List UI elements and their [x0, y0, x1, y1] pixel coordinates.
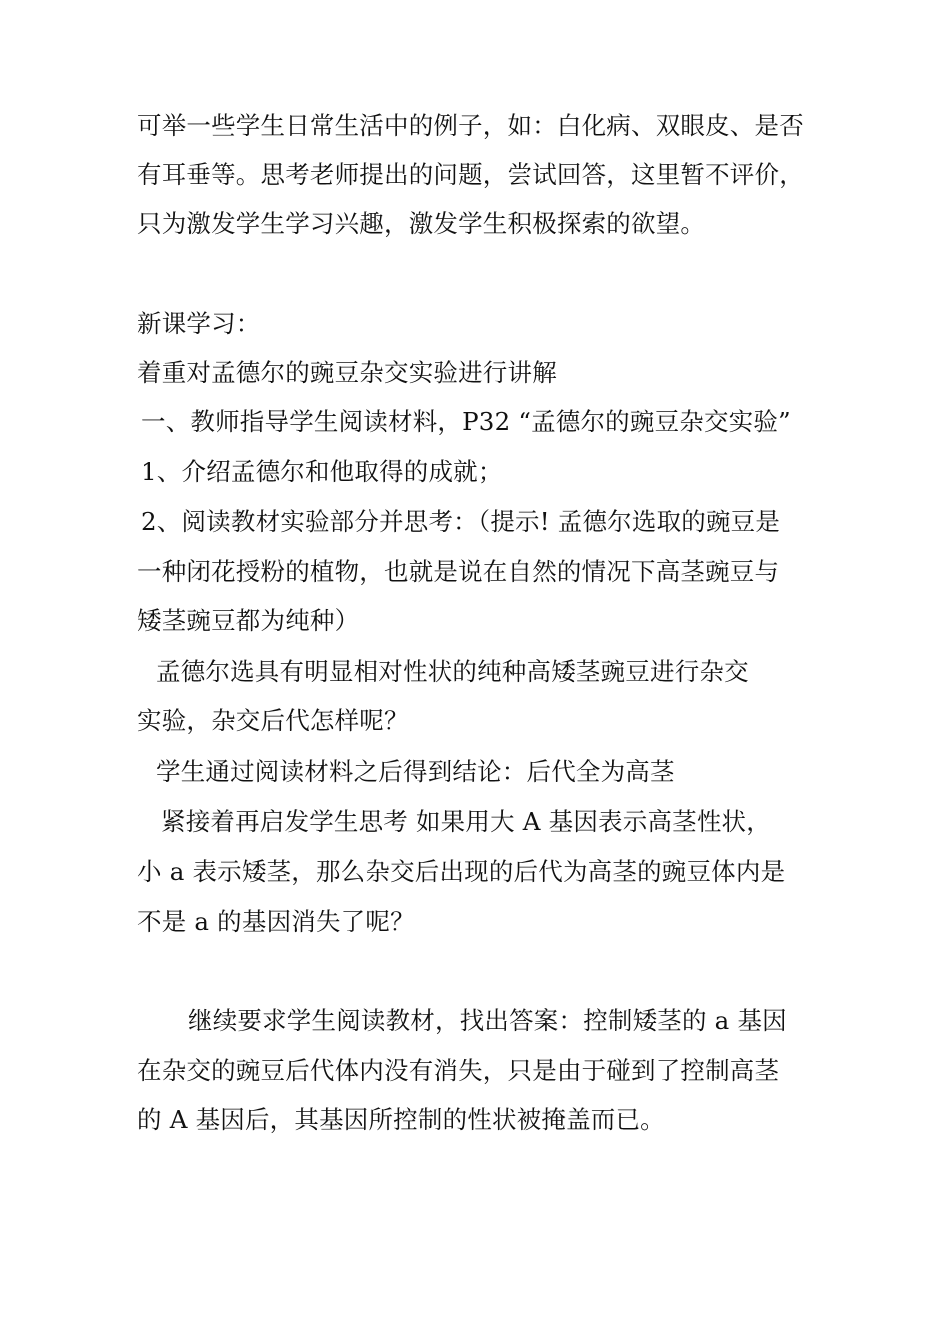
- answer-line: 继续要求学生阅读教材，找出答案：控制矮茎的 a 基因: [188, 1006, 787, 1035]
- followup-line: 不是 a 的基因消失了呢？: [137, 907, 415, 936]
- list-item-2-line: 一种闭花授粉的植物，也就是说在自然的情况下高茎豌豆与: [137, 557, 780, 586]
- question-line: 实验，杂交后代怎样呢？: [137, 706, 409, 735]
- answer-line: 的 A 基因后，其基因所控制的性状被掩盖而已。: [137, 1105, 665, 1134]
- paragraph-line: 有耳垂等。思考老师提出的问题，尝试回答，这里暂不评价，: [137, 160, 804, 189]
- followup-line: 紧接着再启发学生思考 如果用大 A 基因表示高茎性状，: [161, 807, 771, 836]
- list-item-2-line: 矮茎豌豆都为纯种）: [137, 606, 360, 635]
- list-item-2-line: 2、阅读教材实验部分并思考：（提示! 孟德尔选取的豌豆是: [141, 507, 781, 536]
- followup-line: 小 a 表示矮茎，那么杂交后出现的后代为高茎的豌豆体内是: [137, 857, 786, 886]
- question-line: 孟德尔选具有明显相对性状的纯种高矮茎豌豆进行杂交: [156, 657, 749, 686]
- paragraph-line: 只为激发学生学习兴趣，激发学生积极探索的欲望。: [137, 209, 706, 238]
- step-one-line: 一、教师指导学生阅读材料，P32 “孟德尔的豌豆杂交实验”: [141, 407, 791, 436]
- list-item-1: 1、介绍孟德尔和他取得的成就；: [141, 457, 503, 486]
- answer-line: 在杂交的豌豆后代体内没有消失，只是由于碰到了控制高茎: [137, 1056, 780, 1085]
- focus-line: 着重对孟德尔的豌豆杂交实验进行讲解: [137, 358, 557, 387]
- conclusion-line: 学生通过阅读材料之后得到结论：后代全为高茎: [156, 757, 675, 786]
- paragraph-line: 可举一些学生日常生活中的例子，如：白化病、双眼皮、是否: [137, 111, 804, 140]
- section-heading: 新课学习：: [137, 309, 261, 338]
